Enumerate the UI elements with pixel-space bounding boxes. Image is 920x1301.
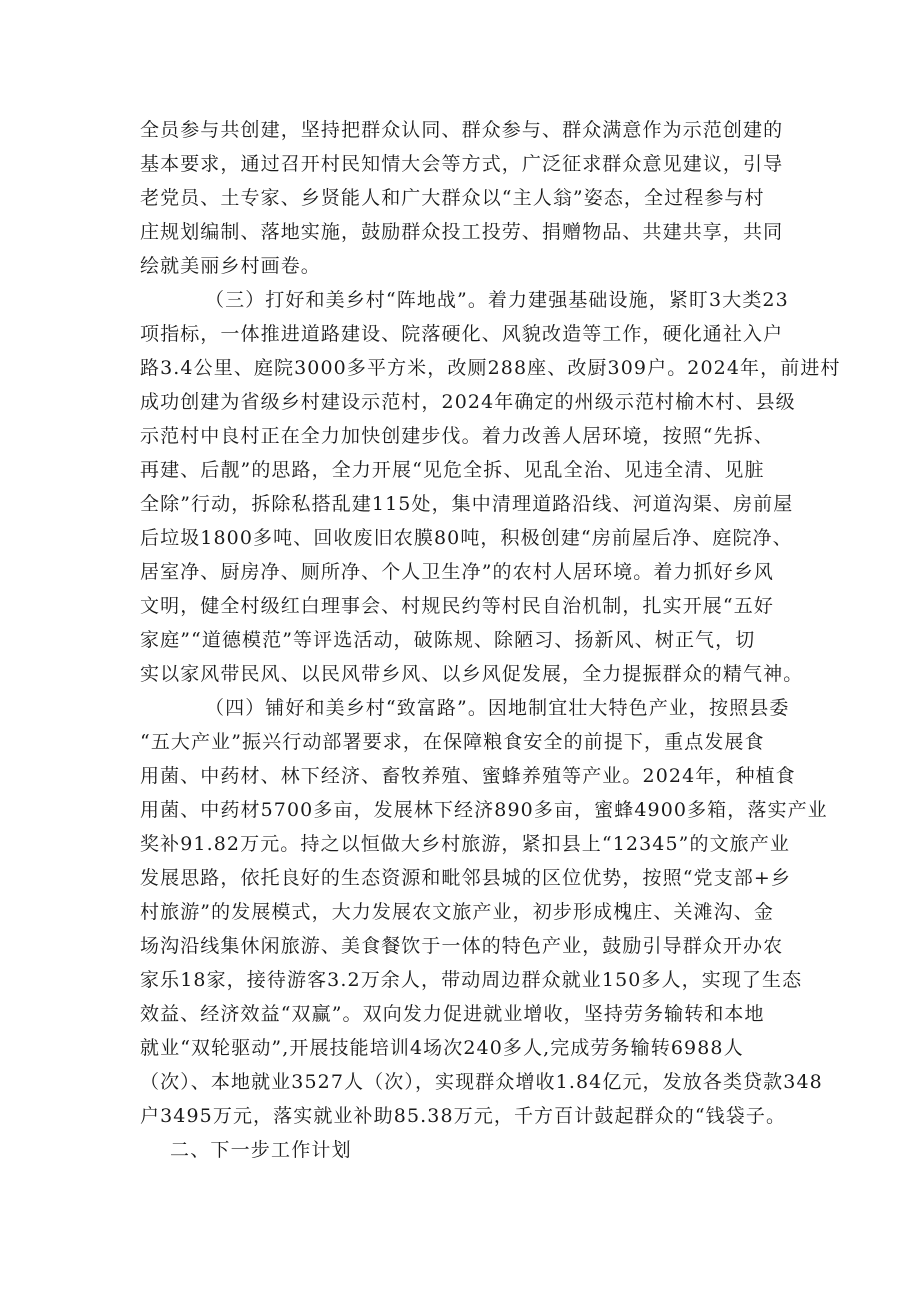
paragraph-3-line-13: 户3495万元，落实就业补助85.38万元，千方百计鼓起群众的“钱袋子。 bbox=[140, 1105, 787, 1127]
paragraph-2-line-12: 实以家风带民风、以民风带乡风、以乡风促发展，全力提振群众的精气神。 bbox=[140, 663, 804, 685]
paragraph-1-line-2: 基本要求，通过召开村民知情大会等方式，广泛征求群众意见建议，引导 bbox=[140, 153, 784, 175]
paragraph-2-line-2: 项指标，一体推进道路建设、院落硬化、风貌改造等工作，硬化通社入户 bbox=[140, 323, 784, 345]
paragraph-2-line-5: 示范村中良村正在全力加快创建步伐。着力改善人居环境，按照“先拆、 bbox=[140, 425, 774, 447]
paragraph-3-line-4: 用菌、中药材5700多亩，发展林下经济890多亩，蜜蜂4900多箱，落实产业 bbox=[140, 799, 828, 821]
paragraph-2-line-1: （三）打好和美乡村“阵地战”。着力建强基础设施，紧盯3大类23 bbox=[205, 289, 789, 311]
paragraph-1-line-4: 庄规划编制、落地实施，鼓励群众投工投劳、捐赠物品、共建共享，共同 bbox=[140, 221, 784, 243]
paragraph-1-line-1: 全员参与共创建，坚持把群众认同、群众参与、群众满意作为示范创建的 bbox=[140, 119, 784, 141]
paragraph-1-line-5: 绘就美丽乡村画卷。 bbox=[140, 255, 321, 277]
paragraph-3-line-10: 效益、经济效益“双赢”。双向发力促进就业增收，坚持劳务输转和本地 bbox=[140, 1003, 765, 1025]
paragraph-3-line-3: 用菌、中药材、林下经济、畜牧养殖、蜜蜂养殖等产业。2024年，种植食 bbox=[140, 765, 796, 787]
paragraph-2-line-11: 家庭”“道德模范”等评选活动，破陈规、除陋习、扬新风、树正气，切 bbox=[140, 629, 756, 651]
paragraph-3-line-7: 村旅游”的发展模式，大力发展农文旅产业，初步形成槐庄、关滩沟、金 bbox=[140, 901, 774, 923]
paragraph-2-line-6: 再建、后靓”的思路，全力开展“见危全拆、见乱全治、见违全清、见脏 bbox=[140, 459, 765, 481]
paragraph-2-line-3: 路3.4公里、庭院3000多平方米，改厕288座、改厨309户。2024年，前进村 bbox=[140, 357, 841, 379]
paragraph-1-line-3: 老党员、土专家、乡贤能人和广大群众以“主人翁”姿态，全过程参与村 bbox=[140, 187, 765, 209]
paragraph-2-line-10: 文明，健全村级红白理事会、村规民约等村民自治机制，扎实开展“五好 bbox=[140, 595, 774, 617]
paragraph-3-line-1: （四）铺好和美乡村“致富路”。因地制宜壮大特色产业，按照县委 bbox=[205, 697, 790, 719]
paragraph-2-line-9: 居室净、厨房净、厕所净、个人卫生净”的农村人居环境。着力抓好乡风 bbox=[140, 561, 774, 583]
paragraph-3-line-11: 就业“双轮驱动”,开展技能培训4场次240多人,完成劳务输转6988人 bbox=[140, 1037, 744, 1059]
paragraph-2-line-8: 后垃圾1800多吨、回收废旧农膜80吨，积极创建“房前屋后净、庭院净、 bbox=[140, 527, 793, 549]
paragraph-3-line-8: 场沟沿线集休闲旅游、美食餐饮于一体的特色产业，鼓励引导群众开办农 bbox=[140, 935, 784, 957]
paragraph-2-line-4: 成功创建为省级乡村建设示范村，2024年确定的州级示范村榆木村、县级 bbox=[140, 391, 796, 413]
paragraph-2-line-7: 全除”行动，拆除私搭乱建115处，集中清理道路沿线、河道沟渠、房前屋 bbox=[140, 493, 794, 515]
paragraph-3-line-2: “五大产业”振兴行动部署要求，在保障粮食安全的前提下，重点发展食 bbox=[140, 731, 765, 753]
paragraph-3-line-6: 发展思路，依托良好的生态资源和毗邻县城的区位优势，按照“党支部+乡 bbox=[140, 867, 791, 889]
paragraph-3-line-9: 家乐18家，接待游客3.2万余人，带动周边群众就业150多人，实现了生态 bbox=[140, 969, 803, 991]
section-heading: 二、下一步工作计划 bbox=[170, 1139, 352, 1161]
paragraph-3-line-12: （次）、本地就业3527人（次），实现群众增收1.84亿元，发放各类贷款348 bbox=[140, 1071, 823, 1093]
paragraph-3-line-5: 奖补91.82万元。持之以恒做大乡村旅游，紧扣县上“12345”的文旅产业 bbox=[140, 833, 790, 855]
